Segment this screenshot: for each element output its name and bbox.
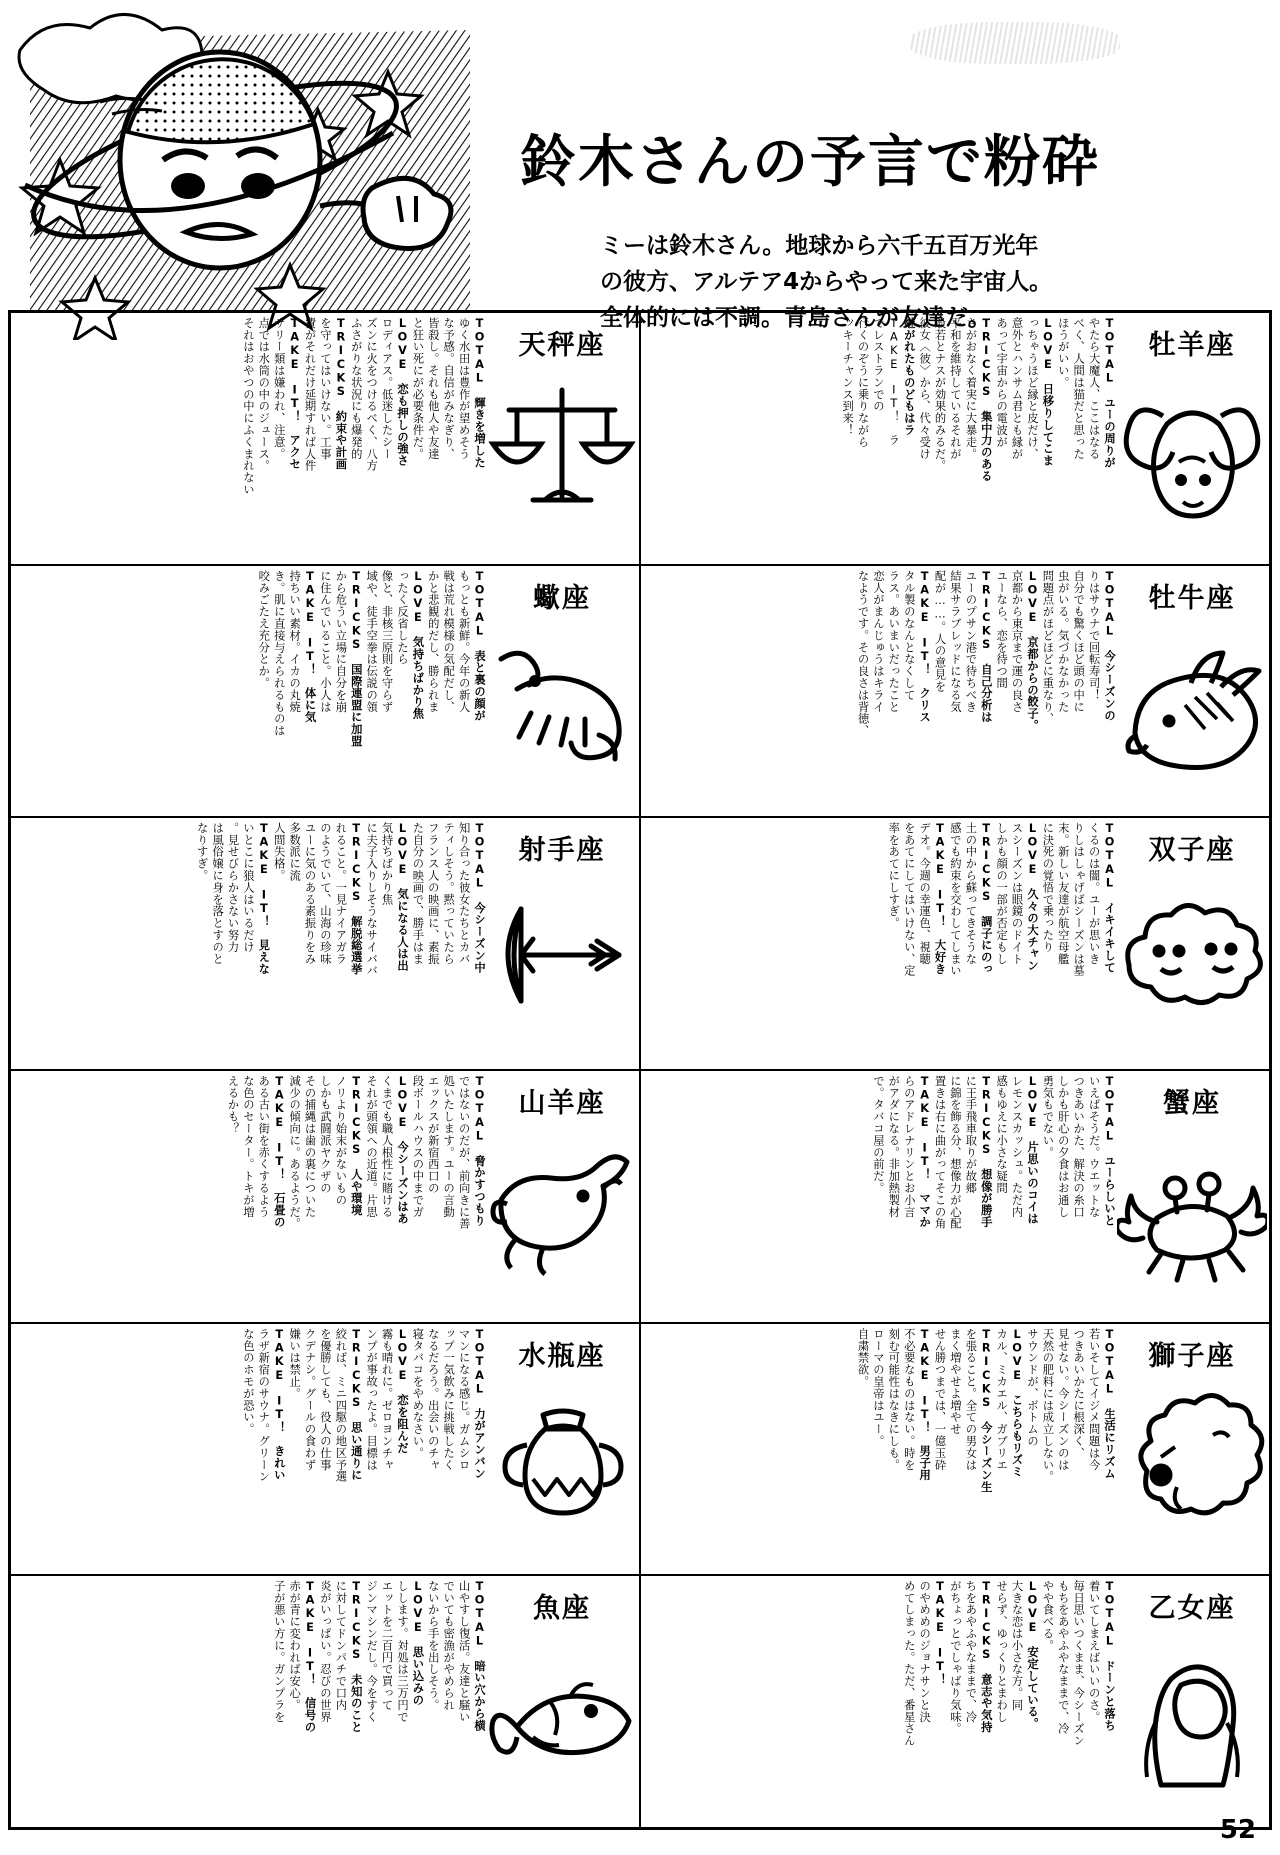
sign-line: 結果サラブレッドになる気 <box>948 569 962 713</box>
sign-line: のようでいて、山海の珍味 <box>318 822 332 966</box>
sign-name: 牡牛座 <box>1148 582 1236 614</box>
sign-line: 率をあてにしすぎ。 <box>887 822 901 930</box>
sign-line: TAKE IT！ ママか <box>918 1075 932 1228</box>
scorpio-scorpion-icon <box>487 617 637 792</box>
sign-name: 天秤座 <box>518 330 606 361</box>
sign-line: 多数派に流 <box>288 822 302 882</box>
sign-line: しかも肝心の夕食はお通し <box>1056 1075 1070 1218</box>
sign-line: クデナシ。グールの食わず <box>303 1327 317 1471</box>
sign-name: 蟹座 <box>1163 1088 1221 1119</box>
pisces-fish-icon <box>487 1627 637 1802</box>
sign-line: 寝タバコをやめなさい。 <box>411 1327 425 1459</box>
sign-line: フランス人の映画に、素振 <box>426 822 440 966</box>
sign-line: 点では水筒の中のジュース。 <box>257 317 271 472</box>
sign-line: もちをあやふやなままで、冷 <box>1056 1580 1070 1736</box>
sign-line: らのアドレナリンとお小言 <box>902 1075 916 1218</box>
sign-line: 行くのぞうに乗りながら <box>856 317 870 448</box>
sign-line: つきあいかた、解決の糸口 <box>1072 1075 1086 1218</box>
sign-line: な色のセーター。トキが増 <box>241 1075 255 1218</box>
sign-line: TOTAL 生活にリズム <box>1103 1327 1116 1479</box>
sign-line: ユーなら、恋を待つ間 <box>995 569 1009 689</box>
sign-line: TRICKS 想像が勝手 <box>979 1075 993 1228</box>
sign-line: TOTAL 脅かすつもり <box>473 1075 486 1227</box>
sign-panel-capricorn <box>10 1070 640 1323</box>
sign-line: りしはしゃげばシーズンは墓 <box>1072 822 1086 978</box>
sign-line: 意外とハンサム君とも縁が <box>1010 317 1024 460</box>
sign-line: TRICKS 集中力のある <box>979 317 993 482</box>
sign-line: 皆殺し。それも他人や友達 <box>426 317 440 460</box>
sign-name: 魚座 <box>533 1593 591 1625</box>
sign-line: TAKE IT！ 男子用 <box>918 1327 932 1481</box>
sign-line: っちゃうほど縁と皮だけ、 <box>1025 317 1039 460</box>
sign-line: ラス。あいまいだったこと <box>887 569 901 713</box>
sign-panel-scorpio <box>10 565 640 818</box>
sign-line: 処いたします。ユーの言動 <box>442 1075 456 1218</box>
sign-line: 山やすし復活。友達と騒い <box>457 1580 471 1724</box>
sign-line: のやめめのジョナサンと決 <box>918 1580 932 1724</box>
sign-line: TAKE IT！ クリス <box>918 569 932 723</box>
sign-name: 牡羊座 <box>1148 330 1236 361</box>
sign-line: りはサウナで回転寿司！ <box>1087 569 1101 701</box>
leo-lion-icon <box>1117 1375 1267 1550</box>
sign-line: 嫌いは禁止。 <box>288 1327 302 1400</box>
horoscope-grid <box>8 310 1272 1830</box>
libra-scales-icon <box>487 364 637 539</box>
sign-line: 自分でも驚くほど頭の中に <box>1072 569 1086 713</box>
sign-text-aries <box>643 317 1117 560</box>
sign-line: TAKE IT！ きれい <box>272 1327 286 1481</box>
lede-line-3: 全体的には不調。青島さんが友達だ。 <box>600 305 991 331</box>
sign-line: ないから手を出しそう。 <box>426 1580 440 1712</box>
sign-panel-gemini <box>640 817 1270 1070</box>
sign-line: TAKE IT！ 見えな <box>257 822 271 976</box>
page-title: 鈴木さんの予言で粉砕 <box>520 130 1100 195</box>
sign-line: TAKE IT！ <box>933 1580 947 1686</box>
sign-line: マンになる感じ。ガムシロ <box>457 1327 471 1471</box>
sign-line: つきあいかたに根深く、 <box>1072 1327 1086 1459</box>
sign-line: でレストランでの <box>871 317 885 413</box>
sign-panel-leo <box>640 1323 1270 1576</box>
capricorn-goat-icon <box>487 1122 637 1297</box>
sign-line: 感もゆえに小さな疑問 <box>995 1075 1009 1194</box>
sign-line: TOTAL 今シーズンの <box>1103 569 1116 721</box>
sign-line: LOVE 京都からの餃子。 <box>1025 569 1039 732</box>
sign-line: 平和を維持しているそれが <box>948 317 962 460</box>
sign-line: それはおやつの中にふくまれない <box>241 317 255 496</box>
sign-line: は風俗嬢に身を落とすのと <box>211 822 225 966</box>
sign-line: 土の中から蘇ってきそうな <box>964 822 978 966</box>
sign-line: TOTAL 暗い穴から横 <box>473 1580 486 1732</box>
sign-line: をあてにしてはいけない、定 <box>902 822 916 978</box>
sign-line: 恋人がまんじゅうはキライ <box>871 569 885 713</box>
sign-line: LOVE 気になる人は出 <box>395 822 409 972</box>
sign-line: な色のホモが恐い。 <box>241 1327 255 1435</box>
sign-line: めてしまった。ただ、番星さん <box>902 1580 916 1747</box>
sign-line: TOTAL 今シーズン中 <box>473 822 486 974</box>
sign-line: エットを二百円で買って <box>380 1580 394 1712</box>
sign-line: TRICKS 自己分析は <box>979 569 993 723</box>
sign-line: エックスが新宿西口の <box>426 1075 440 1194</box>
sign-line: デオ。今週の幸運色、視聴 <box>918 822 932 966</box>
sign-line: ジンマシンだし。今をすく <box>365 1580 379 1724</box>
sign-text-cancer <box>643 1075 1117 1318</box>
sign-line: 刻む可能性はなきにしも。 <box>887 1327 901 1471</box>
sign-line: ある古い街を赤くするよう <box>257 1075 271 1218</box>
sign-line: から危うい立場に自分を崩 <box>334 569 348 713</box>
sign-line: ったく反省したら <box>395 569 409 665</box>
sign-line: せん勝つまでは、一億玉砕 <box>933 1327 947 1471</box>
sign-line: レモンスカッシュ。ただ内 <box>1010 1075 1024 1218</box>
sign-line: ラザ新宿のサウナ。グリーン <box>257 1327 271 1483</box>
sign-line: TAKE IT！ アクセ <box>288 317 302 470</box>
sign-line: TOTAL 表と裏の顔が <box>473 569 486 721</box>
sign-line: 問題点がほどほどに重なり、 <box>1041 569 1055 725</box>
sign-text-virgo <box>643 1580 1117 1823</box>
sign-line: 継がれたものどもはラ <box>902 317 916 436</box>
sign-line: LOVE 恋を阻んだ <box>395 1327 409 1454</box>
gemini-twins-icon <box>1117 869 1267 1044</box>
sign-line: 費がそれだけ延期すれば人件 <box>303 317 317 472</box>
sign-line: に住んでいること。小人は <box>318 569 332 713</box>
sign-line: でいても密漁がやめられ <box>442 1580 456 1712</box>
sign-line: 絞れば、ミニ四駆の地区予選 <box>334 1327 348 1483</box>
sign-line: TAKE IT！ 石畳の <box>272 1075 286 1228</box>
sign-text-aquarius <box>13 1328 487 1571</box>
sign-line: あって宇宙からの電波が <box>995 317 1009 448</box>
sign-text-libra <box>13 317 487 560</box>
sign-text-taurus <box>643 570 1117 813</box>
sign-line: やたら大魔人、ここはなる <box>1087 317 1101 460</box>
sign-line: 見せない。今シーズンのは <box>1056 1327 1070 1471</box>
sign-line: 気持ちばかり焦 <box>380 822 394 906</box>
sign-line: 虫がいる。気づかなかった <box>1056 569 1070 713</box>
sign-line: ふさがりな状況にも爆発的 <box>349 317 363 460</box>
sign-line: ゆく水田は豊作が望めそう <box>457 317 471 460</box>
sign-line: 感でも約束を交わしてしまい <box>948 822 962 978</box>
sign-line: 人間失格。 <box>272 822 286 882</box>
sign-line: と狂い死にが必要条件だ。 <box>411 317 425 460</box>
sign-line: がアダになる。非加熱製材 <box>887 1075 901 1218</box>
sign-name: 蠍座 <box>533 582 591 614</box>
sign-line: に夫子入りしそうなサイババ <box>365 822 379 978</box>
sign-text-leo <box>643 1328 1117 1571</box>
sign-name: 乙女座 <box>1148 1593 1236 1625</box>
sign-line: 炎がいっぱい。忍びの世界 <box>318 1580 332 1724</box>
sign-line: がちょっとでしゃばり気味。 <box>948 1580 962 1736</box>
sign-line: TAKE IT！ 信号の <box>303 1580 317 1734</box>
sign-text-capricorn <box>13 1075 487 1318</box>
sign-line: ローマの皇帝はユー。 <box>871 1327 885 1447</box>
sign-line: 域や、徒手空拳は伝説の領 <box>365 569 379 713</box>
sign-line: に王手飛車取りが故郷 <box>964 1075 978 1194</box>
sign-line: に錦を飾る分、想像力が心配 <box>948 1075 962 1230</box>
sign-line: せらず、ゆっくりとまわし <box>995 1580 1009 1724</box>
sign-line: 京都から東京まで運の良さ <box>1010 569 1024 713</box>
sign-line: き。肌に直接与えられるものは <box>272 569 286 737</box>
sign-line: TOTAL イキイキして <box>1103 822 1116 974</box>
sign-line: 減少の傾向に。あるようだ。 <box>288 1075 302 1230</box>
sign-panel-cancer <box>640 1070 1270 1323</box>
sign-line: カル、ミカエル、ガブリエ <box>995 1327 1009 1471</box>
virgo-maiden-icon <box>1117 1627 1267 1802</box>
sign-line: な予感。自信がみなぎり、 <box>442 317 456 460</box>
sign-line: LOVE 思い込みの <box>411 1580 425 1707</box>
sign-line: LOVE こちらもリズミ <box>1010 1327 1024 1478</box>
sign-line: さがおなく着実に大暴走。 <box>964 317 978 460</box>
sign-line: TOTAL 輝きを増した <box>473 317 486 469</box>
sign-name: 獅子座 <box>1148 1340 1236 1372</box>
sign-text-gemini <box>643 822 1117 1065</box>
sign-line: ティしそう。黙っていたら <box>442 822 456 966</box>
sign-name: 双子座 <box>1148 835 1236 867</box>
sign-line: TRICKS 人や環境 <box>349 1075 363 1217</box>
sign-text-scorpio <box>13 570 487 813</box>
sign-line: 末。新しい友達が航空母艦 <box>1056 822 1070 966</box>
sign-line: TAKE IT！ ラ <box>887 317 901 447</box>
sign-line: LOVE 今シーズンはあ <box>395 1075 409 1225</box>
sign-line: サウンドが、ボトムの <box>1025 1327 1039 1447</box>
sign-line: TRICKS 未知のこと <box>349 1580 363 1734</box>
sign-line: TOTAL ユーらしいと <box>1103 1075 1116 1227</box>
sign-line: ロディアス。低迷したシー <box>380 317 394 460</box>
sign-line: やや食べる。 <box>1041 1580 1055 1652</box>
sign-line: に対してドンパチで口内 <box>334 1580 348 1712</box>
sign-line: ではないのだが、前向きに善 <box>457 1075 471 1230</box>
sign-line: に決死の覚悟で乗ったり <box>1041 822 1055 954</box>
sign-line: を守ってはいけない。工事 <box>318 317 332 460</box>
sign-line: 配が……。人の意見を <box>933 569 947 693</box>
sign-line: TOTAL ドーンと落ち <box>1103 1580 1116 1732</box>
sign-line: しかも顔の一部が否定もし <box>995 822 1009 966</box>
page-number: 52 <box>1219 1815 1256 1845</box>
sign-line: TRICKS 約束や計画 <box>334 317 348 470</box>
sign-line: ノリより始末がないもの <box>334 1075 348 1206</box>
sign-line: ンプが事故ったよ。目標は <box>365 1327 379 1471</box>
sign-line: まく増やせよ増やせ <box>948 1327 962 1435</box>
sign-line: 咬みごたえ充分とか。 <box>257 569 271 689</box>
sign-line: で。タバコ屋の前だ。 <box>871 1075 885 1194</box>
cancer-crab-icon <box>1117 1122 1267 1297</box>
sign-line: ちをあやふやなままで、冷 <box>964 1580 978 1724</box>
sign-line: しします。対処は三万円で <box>395 1580 409 1724</box>
sign-line: 勇気もでない。 <box>1041 1075 1055 1159</box>
sign-line: くまでも職人根性に賭ける <box>380 1075 394 1218</box>
sign-line: TAKE IT！ 大好き <box>933 822 947 976</box>
sign-panel-virgo <box>640 1575 1270 1828</box>
sign-line: いとこに狼人はいるだけ <box>241 822 255 954</box>
sign-line: なりすぎ。 <box>195 822 209 882</box>
sign-line: もっとも新鮮。今年の新人 <box>457 569 471 713</box>
sign-line: れること。一見ナイアガラ <box>334 822 348 966</box>
sign-line: ッキーチャンス到来！ <box>841 317 855 436</box>
sign-panel-libra <box>10 312 640 565</box>
sign-line: ユーに気のある素振りをみ <box>303 822 317 966</box>
sign-line: TOTAL 力がアンバン <box>473 1327 486 1479</box>
sign-text-pisces <box>13 1580 487 1823</box>
lede-line-2: の彼方、アルテア4からやって来た宇宙人。 <box>600 269 1053 295</box>
sign-line: ズンに火をつけるべく、八方 <box>365 317 379 472</box>
sign-line: を張ること。全ての男女は <box>964 1327 978 1471</box>
sign-line: 赤が青に変われば安心。 <box>288 1580 302 1712</box>
sign-line: TRICKS 意志や気持 <box>979 1580 993 1734</box>
sign-line: ほうがいい。 <box>1056 317 1070 389</box>
sign-line: 着いてしまえばいいのさ。 <box>1087 1580 1101 1724</box>
taurus-bull-icon <box>1117 617 1267 792</box>
sign-line: なるだろう。出会いのチャ <box>426 1327 440 1471</box>
sign-line: 彼女〈彼〉から、代々受け <box>918 317 932 460</box>
sign-line: べく、人間は猫だと思った <box>1072 317 1086 460</box>
sign-line: 大きな恋は小さな方。同 <box>1010 1580 1024 1712</box>
sign-line: TRICKS 調子にのっ <box>979 822 993 976</box>
sign-line: TRICKS 思い通りに <box>349 1327 363 1481</box>
sign-line: TAKE IT！ 体に気 <box>303 569 317 723</box>
sign-line: 段ボールハウスの中までガ <box>411 1075 425 1218</box>
sign-line: LOVE 安定している。 <box>1025 1580 1039 1730</box>
sign-line: た自分の映画で、勝手はま <box>411 822 425 966</box>
sign-line: かと悲観的だし、勝られま <box>426 569 440 713</box>
aquarius-jar-icon <box>487 1375 637 1550</box>
sign-line: その捕縄は歯の裏についた <box>303 1075 317 1218</box>
sign-line: なようです。その良さは背徳、 <box>856 569 870 737</box>
sign-line: 子が悪い方に。ガンプラを <box>272 1580 286 1724</box>
sign-line: いえばそうだ。ウエットな <box>1087 1075 1101 1218</box>
sign-line: サリー類は嫌われ、注意。 <box>272 317 286 460</box>
sign-text-sagittarius <box>13 822 487 1065</box>
sign-panel-aries <box>640 312 1270 565</box>
sign-line: 持ちいい素材。イカの丸焼 <box>288 569 302 713</box>
sign-line: ップ一気飲みに挑戦したく <box>442 1327 456 1471</box>
sign-line: それが頭領への近道。片思 <box>365 1075 379 1218</box>
sign-line: えるかも？ <box>226 1075 240 1135</box>
sign-line: 戦は荒れ模様の気配だし、 <box>442 569 456 713</box>
sign-line: くるのは闇。ユーが思いき <box>1087 822 1101 966</box>
sign-line: LOVE 日移りしてこま <box>1041 317 1055 467</box>
sign-panel-sagittarius <box>10 817 640 1070</box>
sign-line: 若いそしてイジメ問題は今 <box>1087 1327 1101 1471</box>
sign-name: 水瓶座 <box>518 1340 606 1372</box>
sign-line: を優勝しても、役人の仕事 <box>318 1327 332 1471</box>
sign-line: LOVE 恋も押しの強さ <box>395 317 409 467</box>
sign-line: TOTAL ユーの周りが <box>1103 317 1116 469</box>
sign-line: 天然の肥料には成立しない。 <box>1041 1327 1055 1483</box>
sign-name: 射手座 <box>518 835 606 867</box>
sign-line: 自粛禁欲。 <box>856 1327 870 1388</box>
page-header <box>0 0 1280 360</box>
sign-line: 知り合った彼女たちとカバ <box>457 822 471 966</box>
sign-line: LOVE 片思いのコイは <box>1025 1075 1039 1225</box>
sagittarius-bow-icon <box>487 869 637 1044</box>
sign-line: スシーズンは眼鏡のドイト <box>1010 822 1024 966</box>
sign-line: TRICKS 国際連盟に加盟 <box>349 569 363 747</box>
sign-line: 置きは右に曲がってそこの角 <box>933 1075 947 1230</box>
paper-smudge <box>910 22 1120 64</box>
sign-panel-pisces <box>10 1575 640 1828</box>
sign-line: LOVE 久々の大チャン <box>1025 822 1039 972</box>
sign-line: ユーのプサン港で待ちべき <box>964 569 978 713</box>
sign-panel-aquarius <box>10 1323 640 1576</box>
sign-line: 。見せびらかさない努力 <box>226 822 240 954</box>
sign-line: 毎日思いつくまま、今シーズン <box>1072 1580 1086 1747</box>
aries-ram-icon <box>1117 364 1267 539</box>
sign-line: 霧も晴れに。ゼロヨンチャ <box>380 1327 394 1471</box>
sign-line: LOVE 気持ちばかり焦 <box>411 569 425 720</box>
sign-line: しかも武闘派ヤクザの <box>318 1075 332 1194</box>
sign-panel-taurus <box>640 565 1270 818</box>
sign-line: 不必要なものはない。時を <box>902 1327 916 1471</box>
sign-line: TRICKS 今シーズン生 <box>979 1327 993 1493</box>
sign-line: TRICKS 解脱総選挙 <box>349 822 363 976</box>
sign-line: タル製のなんとなくして <box>902 569 916 701</box>
sign-line: 像と、非核三原則を守らず <box>380 569 394 713</box>
lede-line-1: ミーは鈴木さん。地球から六千五百万光年 <box>600 233 1039 259</box>
sign-line: 般若とナスが効果的みるだ。 <box>933 317 947 472</box>
saturn-alien-character <box>0 10 520 340</box>
sign-name: 山羊座 <box>518 1088 606 1119</box>
